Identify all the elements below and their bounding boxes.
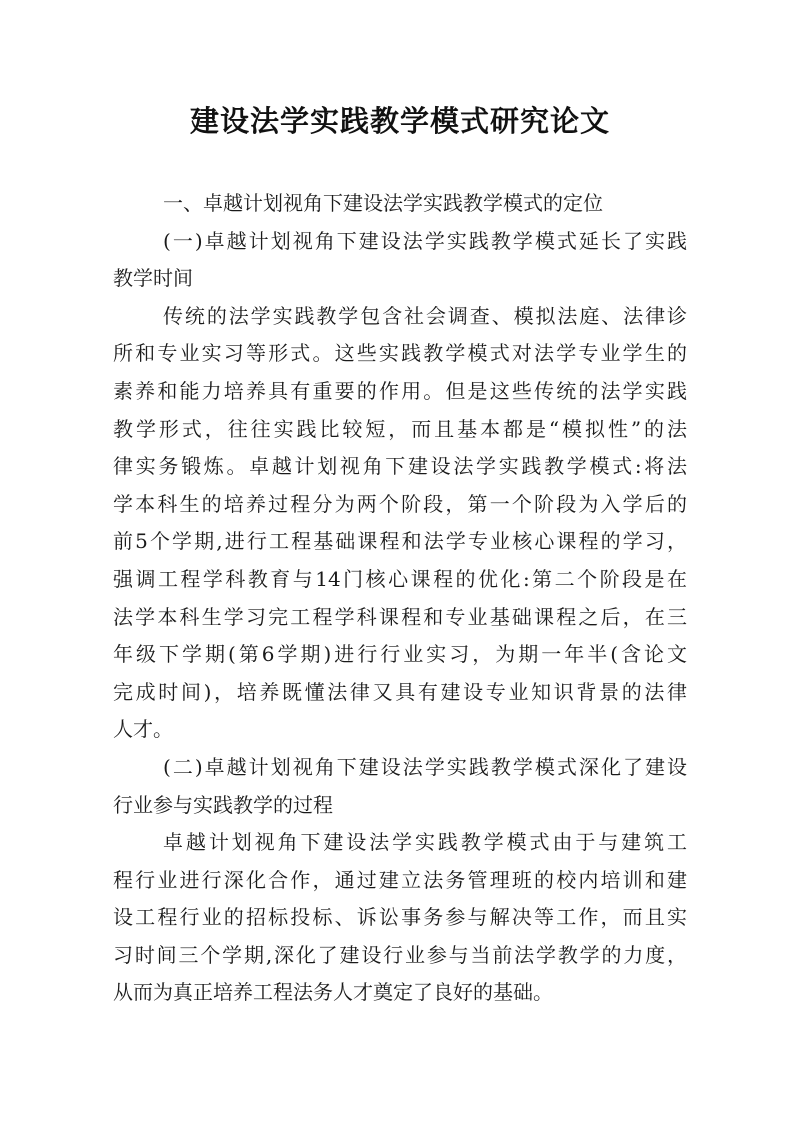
paragraph-line: 教学形式，往往实践比较短，而且基本都是“模拟性”的法 xyxy=(113,416,687,441)
paragraph-line: 学本科生的培养过程分为两个阶段，第一个阶段为入学后的 xyxy=(113,491,687,516)
document-title: 建设法学实践教学模式研究论文 xyxy=(189,104,610,138)
paragraph-line: 程行业进行深化合作，通过建立法务管理班的校内培训和建 xyxy=(113,867,687,892)
subsection-heading-1-cont: 教学时间 xyxy=(113,266,193,291)
section-heading-1: 一、卓越计划视角下建设法学实践教学模式的定位 xyxy=(163,191,603,215)
paragraph-line: 律实务锻炼。卓越计划视角下建设法学实践教学模式:将法 xyxy=(113,454,687,479)
subsection-heading-1: (一)卓越计划视角下建设法学实践教学模式延长了实践 xyxy=(163,228,687,253)
paragraph-line: 所和专业实习等形式。这些实践教学模式对法学专业学生的 xyxy=(113,341,687,366)
paragraph-line: 前5个学期,进行工程基础课程和法学专业核心课程的学习， xyxy=(113,529,687,554)
document-body xyxy=(113,185,687,1012)
paragraph-line: 法学本科生学习完工程学科课程和专业基础课程之后，在三 xyxy=(113,604,687,629)
paragraph-line: 年级下学期(第6学期)进行行业实习，为期一年半(含论文 xyxy=(113,642,687,667)
subsection-heading-2: (二)卓越计划视角下建设法学实践教学模式深化了建设 xyxy=(163,754,687,779)
paragraph-line: 卓越计划视角下建设法学实践教学模式由于与建筑工 xyxy=(163,830,687,855)
paragraph-line: 强调工程学科教育与14门核心课程的优化:第二个阶段是在 xyxy=(113,566,687,591)
paragraph-line: 传统的法学实践教学包含社会调查、模拟法庭、法律诊 xyxy=(163,303,687,328)
paragraph-line: 设工程行业的招标投标、诉讼事务参与解决等工作，而且实 xyxy=(113,905,687,930)
subsection-heading-2-cont: 行业参与实践教学的过程 xyxy=(113,792,333,817)
paragraph-line: 完成时间)，培养既懂法律又具有建设专业知识背景的法律 xyxy=(113,679,687,704)
paragraph-line: 素养和能力培养具有重要的作用。但是这些传统的法学实践 xyxy=(113,378,687,403)
paragraph-line: 人才。 xyxy=(113,717,173,742)
paragraph-line: 习时间三个学期,深化了建设行业参与当前法学教学的力度， xyxy=(113,942,687,967)
paragraph-line: 从而为真正培养工程法务人才奠定了良好的基础。 xyxy=(113,980,553,1005)
